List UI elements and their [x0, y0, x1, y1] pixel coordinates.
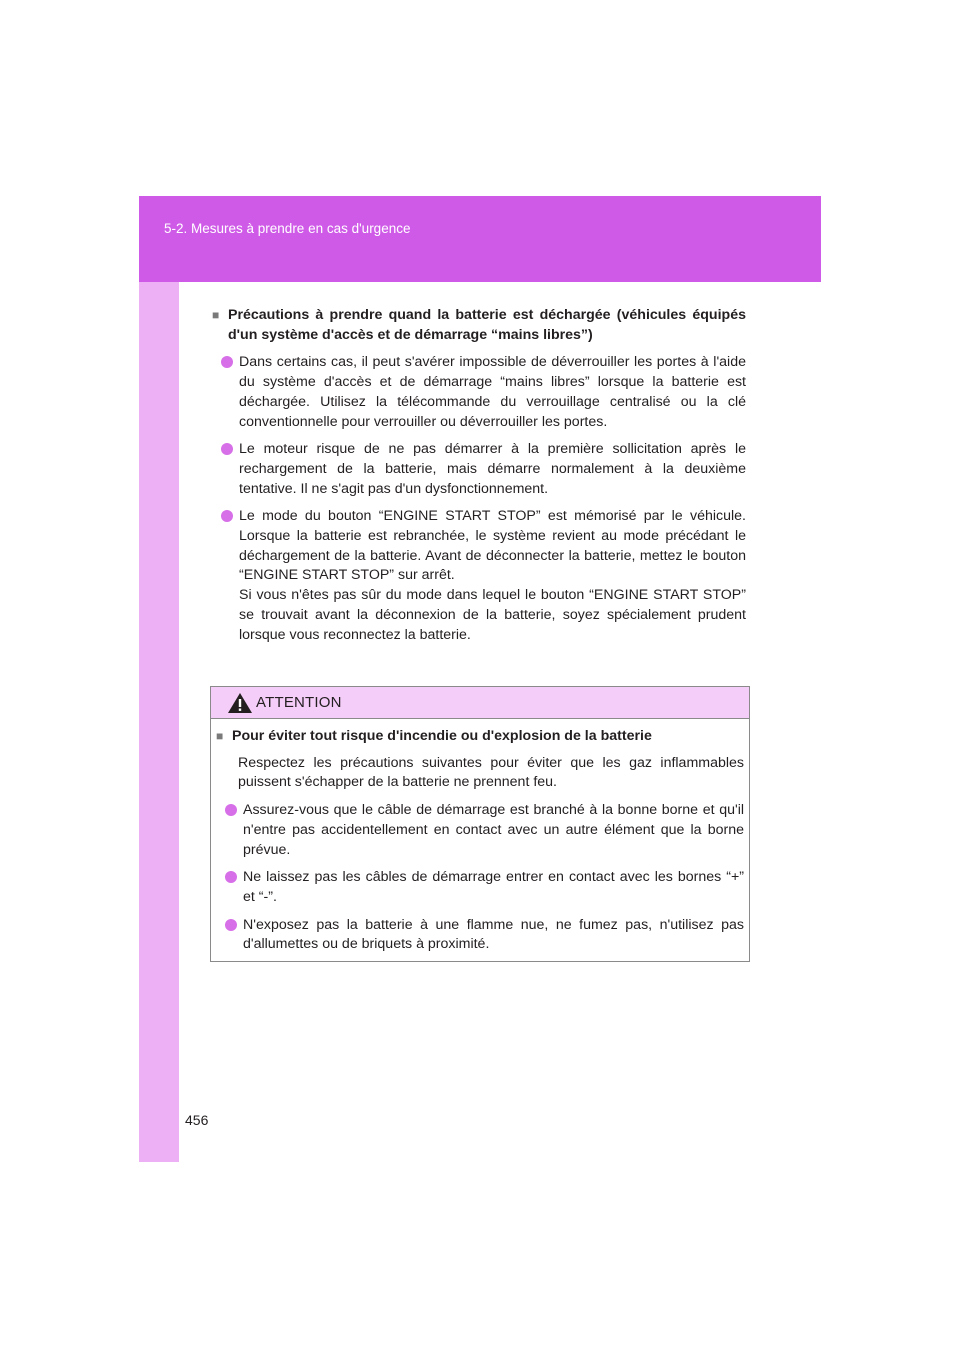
list-item: [225, 916, 744, 955]
list-item-text: Ne laissez pas les câbles de démarrage entrer en contact avec les bornes “+” et “-”.: [243, 869, 744, 905]
list-item-text: [239, 507, 746, 645]
warning-triangle-icon: [227, 692, 253, 714]
list-item-text: Le moteur risque de ne pas démarrer à la première sollicitation après le rechargement de la batterie, mais démarre normalement à la deuxième tentative. Il ne s'agit pas d'un dysfonctionnement.: [239, 441, 746, 497]
section-heading: [212, 306, 746, 345]
bullet-dot-icon: [225, 804, 237, 816]
bullet-dot-icon: [225, 919, 237, 931]
list-item-text: Dans certains cas, il peut s'avérer impossible de déverrouiller les portes à l'aide du système d'accès et de démarrage “mains libres” lorsque la batterie est déchargée. Utilisez la télécommande du verrouillage centralisé ou la clé conventionnelle pour verrouiller ou déverrouiller les portes.: [239, 354, 746, 430]
square-bullet-icon: ■: [212, 308, 220, 322]
attention-header: [211, 687, 749, 719]
list-item: [221, 353, 746, 432]
list-item: [221, 507, 746, 645]
main-content: [212, 306, 746, 645]
list-item-text: N'exposez pas la batterie à une flamme nue, ne fumez pas, n'utilisez pas d'allumettes ou de briquets à proximité.: [243, 916, 744, 953]
list-item: [225, 801, 744, 860]
list-item-text-extra: Si vous n'êtes pas sûr du mode dans lequel le bouton “ENGINE START STOP” se trouvait avant la déconnexion de la batterie, soyez spécialement prudent lorsque vous reconnectez la batterie.: [239, 587, 746, 643]
list-item-text-part: Le mode du bouton “ENGINE START STOP” est mémorisé par le véhicule. Lorsque la batterie est rebranchée, le système revient au mode précédant le déchargement de la batterie. Avant de déconnecter la batterie, mettez le bouton “ENGINE START STOP” sur arrêt.: [239, 508, 746, 584]
attention-box: [210, 686, 750, 962]
header-band: [139, 196, 821, 282]
bullet-dot-icon: [225, 871, 237, 883]
attention-title: Pour éviter tout risque d'incendie ou d'explosion de la batterie: [232, 728, 652, 744]
attention-heading: [216, 727, 744, 747]
bullet-dot-icon: [221, 356, 233, 368]
bullet-dot-icon: [221, 443, 233, 455]
side-strip: [139, 196, 179, 1162]
attention-label: ATTENTION: [256, 694, 342, 711]
bullet-dot-icon: [221, 510, 233, 522]
list-item: [225, 868, 744, 907]
attention-intro: Respectez les précautions suivantes pour éviter que les gaz inflammables puissent s'échapper de la batterie ne prennent feu.: [238, 754, 744, 791]
list-item-text: Assurez-vous que le câble de démarrage est branché à la bonne borne et qu'il n'entre pas accidentellement en contact avec un autre élément que la borne prévue.: [243, 802, 744, 858]
section-title: Précautions à prendre quand la batterie est déchargée (véhicules équipés d'un système d'accès et de démarrage “mains libres”): [228, 307, 746, 343]
attention-body: [216, 727, 744, 955]
chapter-title: 5-2. Mesures à prendre en cas d'urgence: [164, 221, 411, 236]
list-item: [221, 440, 746, 499]
square-bullet-icon: ■: [216, 729, 224, 743]
page-number: 456: [185, 1112, 209, 1128]
